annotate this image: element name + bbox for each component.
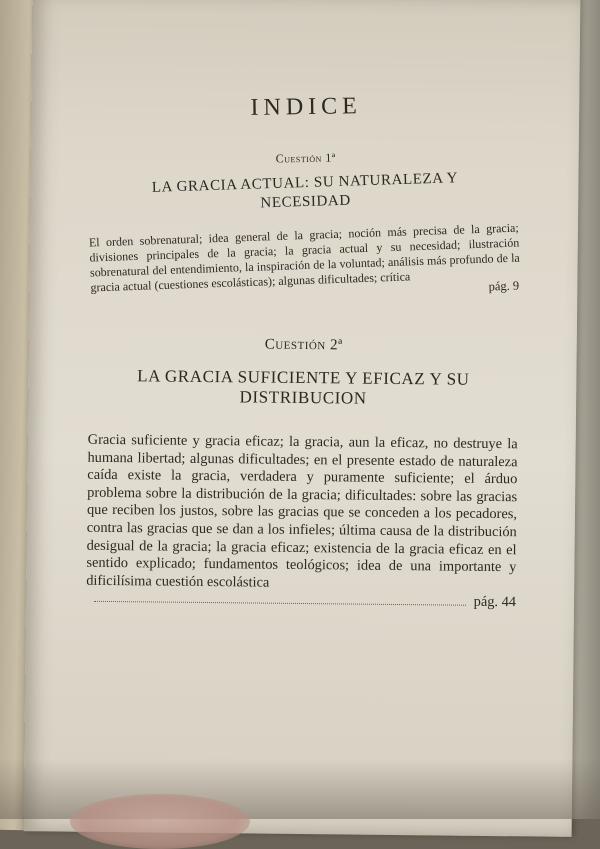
question-2-summary: Gracia suficiente y gracia eficaz; la gracia, aun la eficaz, no destruye la humana libertad; algunas dificultades; en el presente estado de naturaleza caída existe la gracia, verdadera y puramente suficiente; el árduo problema sobre la distribución de la gracia; dificultades: sobre las gracias que reciben los justos, sobre las gracias que se conceden a los pecadores, contra las gracias que se dan a los infieles; última causa de la distribución desigual de la gracia; la gracia eficaz; existencia de la gracia eficaz en el sentido explicado; fundamentos teológicos; idea de una importante y dificilísima cuestión escolástica [86, 431, 518, 591]
book-page [24, 0, 581, 837]
question-1-summary: El orden sobrenatural; idea general de la gracia; noción más precisa de la gracia; divisiones principales de la gracia; la gracia actual y su necesidad; ilustración sobrenatural del entendimiento, la inspiración de la voluntad; análisis más profundo de la gracia actual (cuestiones escolásticas); algunas dificultades; crítica [88, 220, 520, 295]
question-2 [86, 335, 519, 612]
question-2-page-ref-row [86, 590, 516, 612]
question-1 [89, 149, 521, 303]
question-2-title-line1: LA GRACIA SUFICIENTE Y EFICAZ Y SU [137, 366, 470, 389]
question-1-title [90, 167, 521, 218]
question-1-title-line1: LA GRACIA ACTUAL: SU NATURALEZA Y [151, 170, 459, 196]
question-2-page-ref: pág. 44 [473, 594, 517, 611]
question-2-title [88, 366, 518, 411]
thumb-shape [70, 794, 250, 849]
question-1-page-ref: pág. 9 [488, 278, 520, 294]
question-1-title-line2: NECESIDAD [260, 192, 352, 212]
page-title: INDICE [250, 93, 363, 121]
question-2-label: Cuestión 2ª [264, 336, 343, 354]
index-content [86, 92, 521, 612]
question-2-title-line2: DISTRIBUCION [239, 387, 367, 408]
question-1-label: Cuestión 1ª [275, 150, 336, 166]
dot-leader [94, 601, 466, 606]
